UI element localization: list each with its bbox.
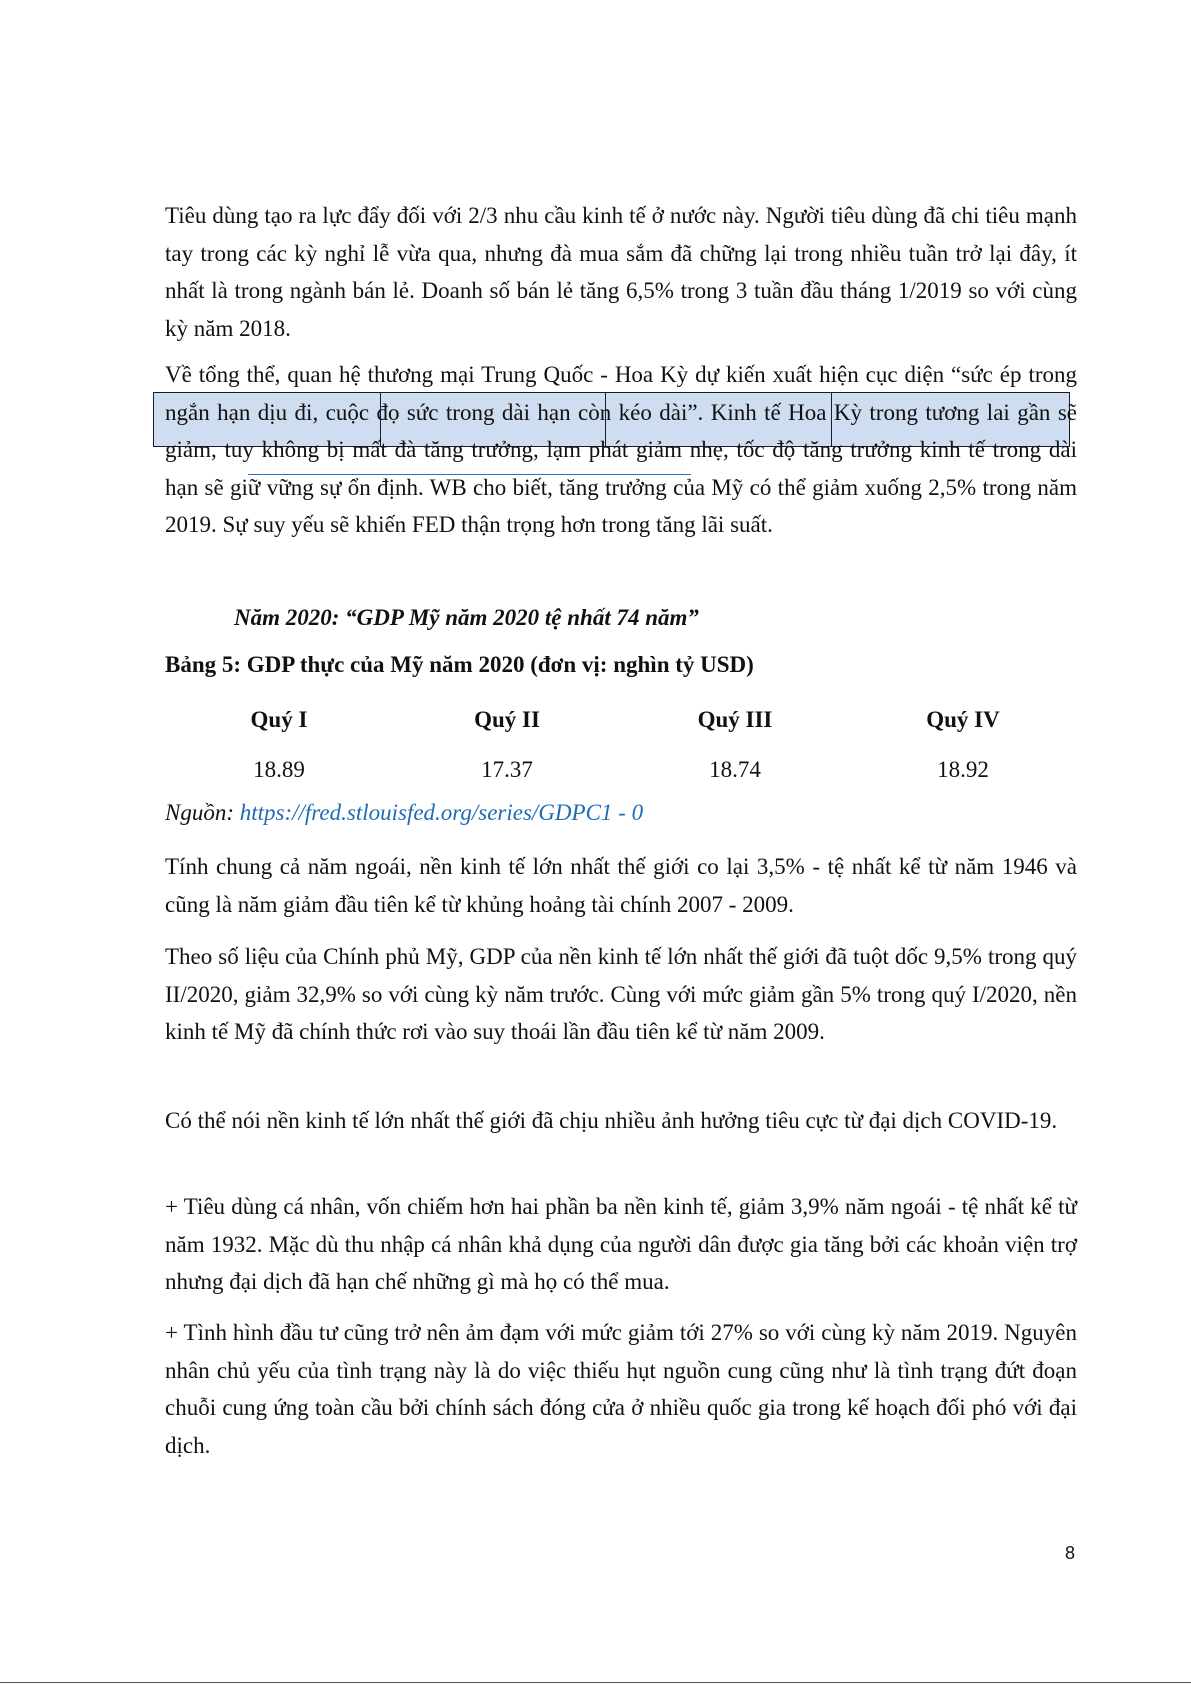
table-row [165,745,1077,795]
paragraph-consumption: Tiêu dùng tạo ra lực đẩy đối với 2/3 nhu cầu kinh tế ở nước này. Người tiêu dùng đã chi tiêu mạnh tay trong các kỳ nghỉ lễ vừa qua, nhưng đà mua sắm đã chững lại trong nhiều tuần trở lại đây, ít nhất là trong ngành bán lẻ. Doanh số bán lẻ tăng 6,5% trong 3 tuần đầu tháng 1/2019 so với cùng kỳ năm 2018. [165,203,1077,341]
footer-rule [0,1682,1191,1683]
paragraph-covid-impact: Có thể nói nền kinh tế lớn nhất thế giới đã chịu nhiều ảnh hưởng tiêu cực từ đại dịch COVID-19. [165,1108,1058,1133]
paragraph-annual-contraction: Tính chung cả năm ngoái, nền kinh tế lớn nhất thế giới co lại 3,5% - tệ nhất kể từ năm 1946 và cũng là năm giảm đầu tiên kể từ khủng hoảng tài chính 2007 - 2009. [165,854,1077,917]
source-note [165,800,643,826]
paragraph-personal-consumption: + Tiêu dùng cá nhân, vốn chiếm hơn hai phần ba nền kinh tế, giảm 3,9% năm ngoái - tệ nhất kể từ năm 1932. Mặc dù thu nhập cá nhân khả dụng của người dân được gia tăng bởi các khoản viện trợ nhưng đại dịch đã hạn chế những gì mà họ có thể mua. [165,1194,1077,1294]
source-label: Nguồn: [165,800,240,825]
header-q3: Quý III [697,707,773,732]
table-header-row [165,695,1077,745]
table-caption: Bảng 5: GDP thực của Mỹ năm 2020 (đơn vị: nghìn tỷ USD) [165,652,754,677]
gdp-table [165,695,1077,795]
source-link[interactable]: https://fred.stlouisfed.org/series/GDPC1 - 0 [239,800,644,825]
value-q1: 18.89 [253,757,305,782]
header-q1: Quý I [250,707,308,732]
value-q3: 18.74 [709,757,761,782]
value-q2: 17.37 [481,757,533,782]
section-heading: Năm 2020: “GDP Mỹ năm 2020 tệ nhất 74 năm” [234,605,699,630]
header-q4: Quý IV [926,707,1000,732]
value-q4: 18.92 [937,757,989,782]
paragraph-trade-outlook: Về tổng thể, quan hệ thương mại Trung Quốc - Hoa Kỳ dự kiến xuất hiện cục diện “sức ép trong ngắn hạn dịu đi, cuộc đọ sức trong dài hạn còn kéo dài”. Kinh tế Hoa Kỳ trong tương lai gần sẽ giảm, tuy không bị mất đà tăng trưởng, lạm phát giảm nhẹ, tốc độ tăng trưởng kinh tế trong dài hạn sẽ giữ vững sự ổn định. WB cho biết, tăng trưởng của Mỹ có thể giảm xuống 2,5% trong năm 2019. Sự suy yếu sẽ khiến FED thận trọng hơn trong tăng lãi suất. [165,362,1077,537]
page-number: 8 [1065,1543,1076,1563]
paragraph-investment: + Tình hình đầu tư cũng trở nên ảm đạm với mức giảm tới 27% so với cùng kỳ năm 2019. Nguyên nhân chủ yếu của tình trạng này là do việc thiếu hụt nguồn cung cũng như là tình trạng đứt đoạn chuỗi cung ứng toàn cầu bởi chính sách đóng cửa ở nhiều quốc gia trong kế hoạch đối phó với đại dịch. [165,1320,1077,1458]
paragraph-q2-decline: Theo số liệu của Chính phủ Mỹ, GDP của nền kinh tế lớn nhất thế giới đã tuột dốc 9,5% trong quý II/2020, giảm 32,9% so với cùng kỳ năm trước. Cùng với mức giảm gần 5% trong quý I/2020, nền kinh tế Mỹ đã chính thức rơi vào suy thoái lần đầu tiên kể từ năm 2009. [165,944,1077,1044]
header-q2: Quý II [474,707,540,732]
